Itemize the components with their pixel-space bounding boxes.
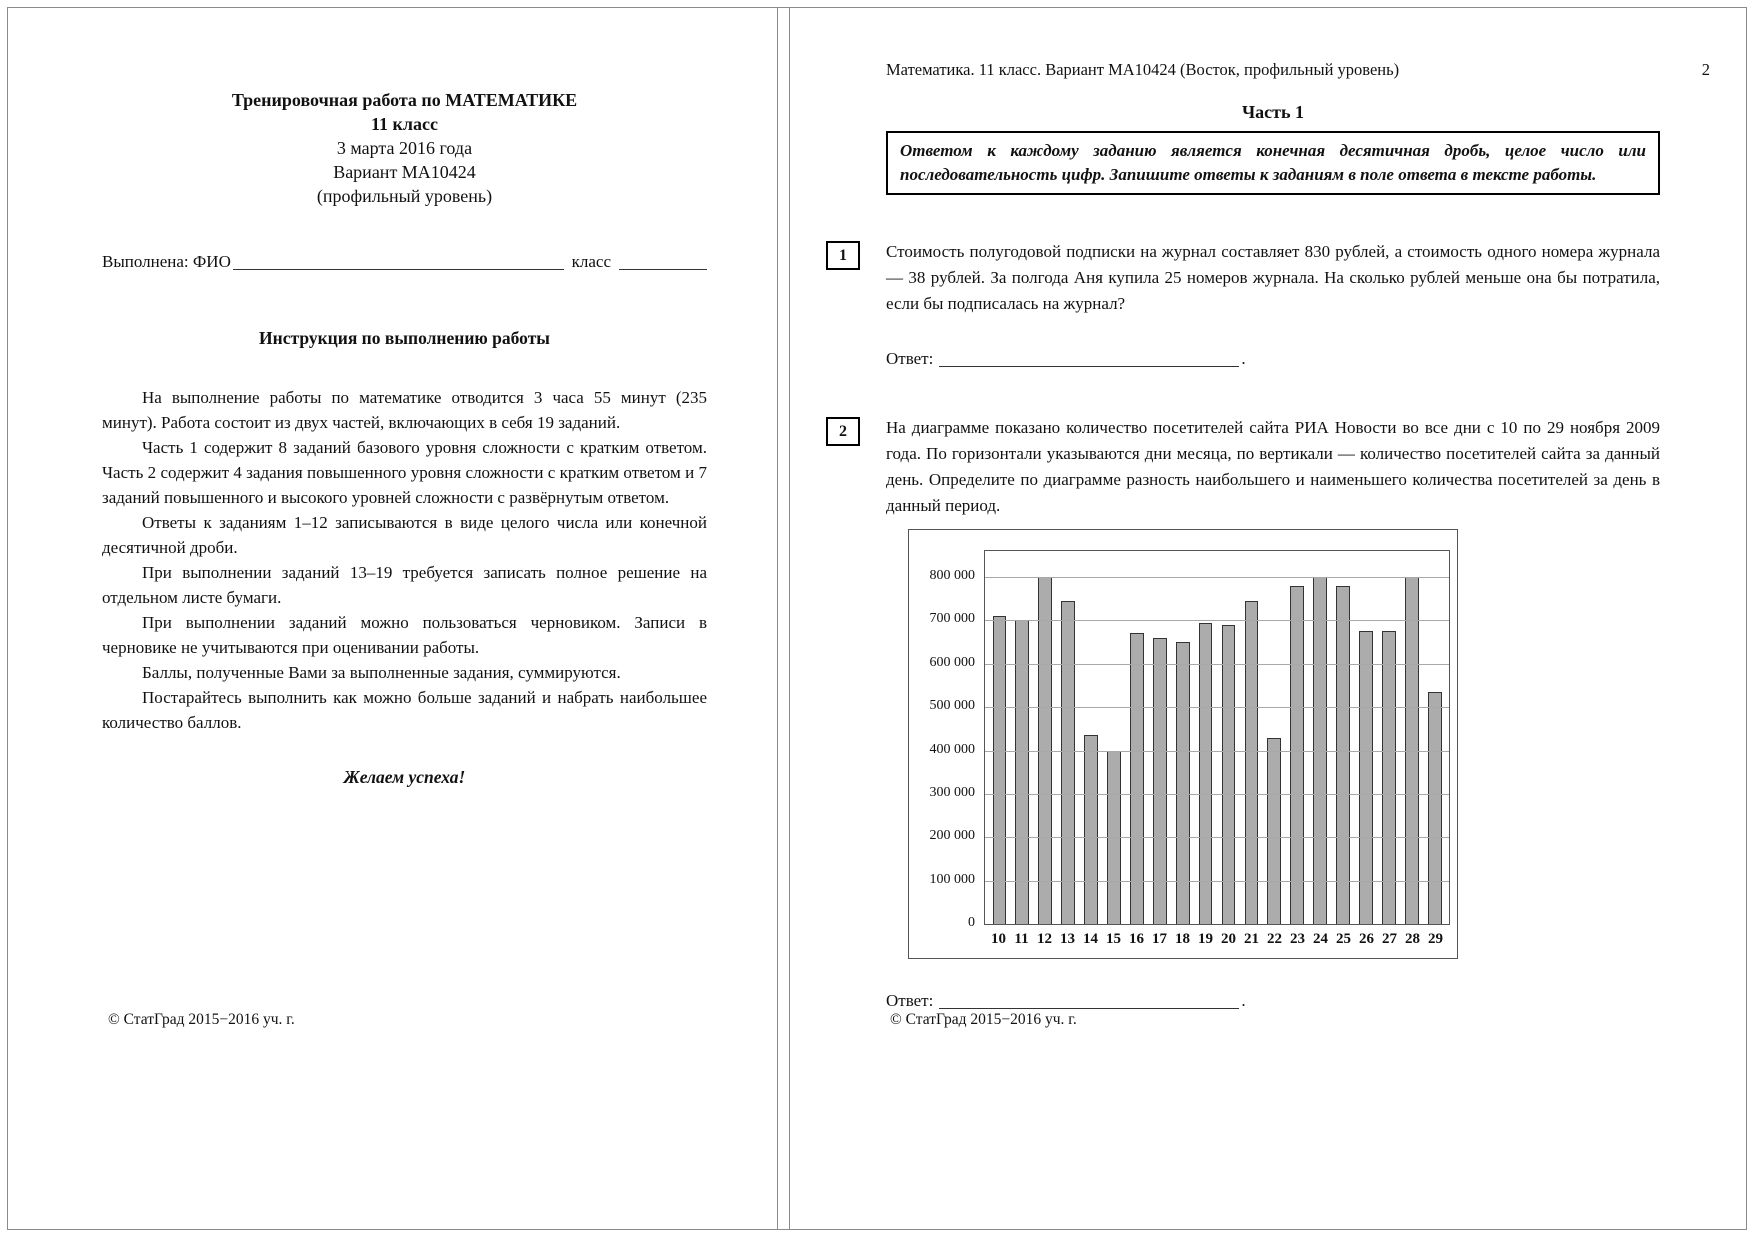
instructions	[102, 385, 707, 735]
title-line: 3 марта 2016 года	[336, 138, 473, 158]
y-tick-label: 700 000	[929, 611, 975, 627]
page-divider	[778, 8, 790, 1229]
answer-blank-line	[939, 993, 1239, 1009]
page-right	[790, 8, 1746, 1229]
title-line: (профильный уровень)	[316, 186, 493, 206]
page-number: 2	[1701, 60, 1710, 79]
instructions-heading: Инструкция по выполнению работы	[259, 328, 550, 348]
x-tick-label: 29	[1428, 931, 1443, 947]
y-tick-label: 200 000	[929, 828, 975, 844]
bar-slot	[1263, 551, 1286, 924]
title-line: Тренировочная работа по МАТЕМАТИКЕ	[231, 90, 578, 110]
bar	[993, 616, 1007, 924]
bar-slot	[1217, 551, 1240, 924]
instruction-paragraph: Часть 1 содержит 8 заданий базового уровня сложности с кратким ответом. Часть 2 содержит 4 задания повышенного уровня сложности с кратким ответом и 7 заданий повышенного и высокого уровней сложности с развёрнутым ответом.	[102, 438, 707, 507]
gridline	[985, 794, 1449, 795]
x-tick-label: 18	[1175, 931, 1190, 947]
instruction-paragraph: Баллы, полученные Вами за выполненные задания, суммируются.	[142, 663, 621, 682]
bar	[1336, 586, 1350, 924]
bar	[1061, 601, 1075, 924]
bar	[1222, 625, 1236, 924]
chart-plot-area	[984, 550, 1450, 925]
bar-slot	[1011, 551, 1034, 924]
success-wish: Желаем успеха!	[343, 767, 466, 787]
bar-slot	[1034, 551, 1057, 924]
x-tick-label: 16	[1129, 931, 1144, 947]
bar	[1015, 620, 1029, 924]
gridline	[985, 620, 1449, 621]
instruction-paragraph: Постарайтесь выполнить как можно больше заданий и набрать наибольшее количество баллов.	[102, 688, 707, 732]
fio-label: Выполнена: ФИО	[102, 252, 231, 271]
bar-slot	[1309, 551, 1332, 924]
bar-slot	[1103, 551, 1126, 924]
title-line: Вариант МА10424	[333, 162, 476, 182]
notice-box: Ответом к каждому заданию является конечная десятичная дробь, целое число или последовательность цифр. Запишите ответы к заданиям в поле ответа в тексте работы.	[886, 131, 1660, 195]
fio-blank-line	[233, 254, 564, 270]
instruction-paragraph: При выполнении заданий 13–19 требуется записать полное решение на отдельном листе бумаги.	[102, 563, 707, 607]
page-footer: © СтатГрад 2015−2016 уч. г.	[890, 1011, 1077, 1028]
x-tick-label: 26	[1359, 931, 1374, 947]
page-left	[8, 8, 778, 1229]
instruction-paragraph: Ответы к заданиям 1–12 записываются в виде целого числа или конечной десятичной дроби.	[102, 513, 707, 557]
answer-blank-line	[939, 351, 1239, 367]
part-heading: Часть 1	[1241, 102, 1305, 122]
x-tick-label: 25	[1336, 931, 1351, 947]
chart-y-axis	[909, 550, 984, 930]
bar-slot	[1423, 551, 1446, 924]
x-tick-label: 22	[1267, 931, 1282, 947]
x-tick-label: 20	[1221, 931, 1236, 947]
class-blank-line	[619, 254, 707, 270]
page-header	[790, 8, 1746, 80]
problem-1	[839, 239, 1660, 369]
x-tick-label: 11	[1014, 931, 1029, 947]
x-tick-label: 21	[1244, 931, 1259, 947]
gridline	[985, 837, 1449, 838]
bar-slot	[1171, 551, 1194, 924]
gridline	[985, 707, 1449, 708]
instruction-paragraph: На выполнение работы по математике отводится 3 часа 55 минут (235 минут). Работа состоит из двух частей, включающих в себя 19 заданий.	[102, 388, 707, 432]
document-spread	[7, 7, 1747, 1230]
answer-row	[886, 349, 1660, 369]
bar-slot	[1148, 551, 1171, 924]
gridline	[985, 577, 1449, 578]
fio-row	[102, 252, 707, 272]
bar	[1245, 601, 1259, 924]
problem-number: 1	[826, 241, 860, 270]
bar-slot	[1125, 551, 1148, 924]
problem-text: На диаграмме показано количество посетителей сайта РИА Новости во все дни с 10 по 29 ноября 2009 года. По горизонтали указываются дни месяца, по вертикали — количество посетителей сайта за данный день. Определите по диаграмме разность наибольшего и наименьшего количества посетителей за день в данный период.	[886, 418, 1660, 515]
bar-slot	[1355, 551, 1378, 924]
x-tick-label: 27	[1382, 931, 1397, 947]
bar-slot	[1400, 551, 1423, 924]
x-tick-label: 23	[1290, 931, 1305, 947]
bar-slot	[988, 551, 1011, 924]
answer-period: .	[1241, 349, 1246, 368]
y-tick-label: 400 000	[929, 741, 975, 757]
chart-x-axis	[984, 931, 1450, 948]
instruction-paragraph: При выполнении заданий можно пользоваться черновиком. Записи в черновике не учитываются при оценивании работы.	[102, 613, 707, 657]
bar-slot	[1286, 551, 1309, 924]
bar-slot	[1240, 551, 1263, 924]
x-tick-label: 24	[1313, 931, 1328, 947]
class-label: класс	[571, 252, 611, 271]
answer-row	[886, 991, 1660, 1011]
x-tick-label: 28	[1405, 931, 1420, 947]
x-tick-label: 12	[1037, 931, 1052, 947]
bar	[1084, 735, 1098, 924]
gridline	[985, 664, 1449, 665]
bar-slot	[1332, 551, 1355, 924]
bar	[1428, 692, 1442, 924]
bar	[1199, 623, 1213, 924]
answer-period: .	[1241, 991, 1246, 1010]
y-tick-label: 100 000	[929, 871, 975, 887]
y-tick-label: 600 000	[929, 654, 975, 670]
gridline	[985, 751, 1449, 752]
bar-slot	[1377, 551, 1400, 924]
y-tick-label: 800 000	[929, 568, 975, 584]
y-tick-label: 500 000	[929, 698, 975, 714]
right-page-content	[790, 102, 1746, 1011]
problem-number: 2	[826, 417, 860, 446]
problem-text: Стоимость полугодовой подписки на журнал составляет 830 рублей, а стоимость одного номера журнала — 38 рублей. За полгода Аня купила 25 номеров журнала. На сколько рублей меньше она бы потратила, если бы подписалась на журнал?	[886, 242, 1660, 313]
problem-2	[839, 415, 1660, 1011]
x-tick-label: 17	[1152, 931, 1167, 947]
x-tick-label: 13	[1060, 931, 1075, 947]
answer-label: Ответ:	[886, 349, 934, 368]
title-line: 11 класс	[371, 114, 438, 134]
chart-body	[909, 550, 1450, 930]
bar	[1267, 738, 1281, 925]
y-tick-label: 300 000	[929, 784, 975, 800]
chart-bars	[985, 551, 1449, 924]
answer-label: Ответ:	[886, 991, 934, 1010]
x-tick-label: 19	[1198, 931, 1213, 947]
header-title: Математика. 11 класс. Вариант МА10424 (Восток, профильный уровень)	[886, 60, 1400, 79]
x-tick-label: 15	[1106, 931, 1121, 947]
y-tick-label: 0	[968, 915, 975, 930]
bar-slot	[1080, 551, 1103, 924]
gridline	[985, 881, 1449, 882]
bar-slot	[1057, 551, 1080, 924]
visitors-bar-chart	[908, 529, 1458, 959]
left-page-content	[8, 8, 777, 788]
page-footer: © СтатГрад 2015−2016 уч. г.	[108, 1011, 295, 1028]
x-tick-label: 10	[991, 931, 1006, 947]
title-block	[102, 88, 707, 208]
bar	[1176, 642, 1190, 924]
bar	[1290, 586, 1304, 924]
x-tick-label: 14	[1083, 931, 1098, 947]
bar-slot	[1194, 551, 1217, 924]
